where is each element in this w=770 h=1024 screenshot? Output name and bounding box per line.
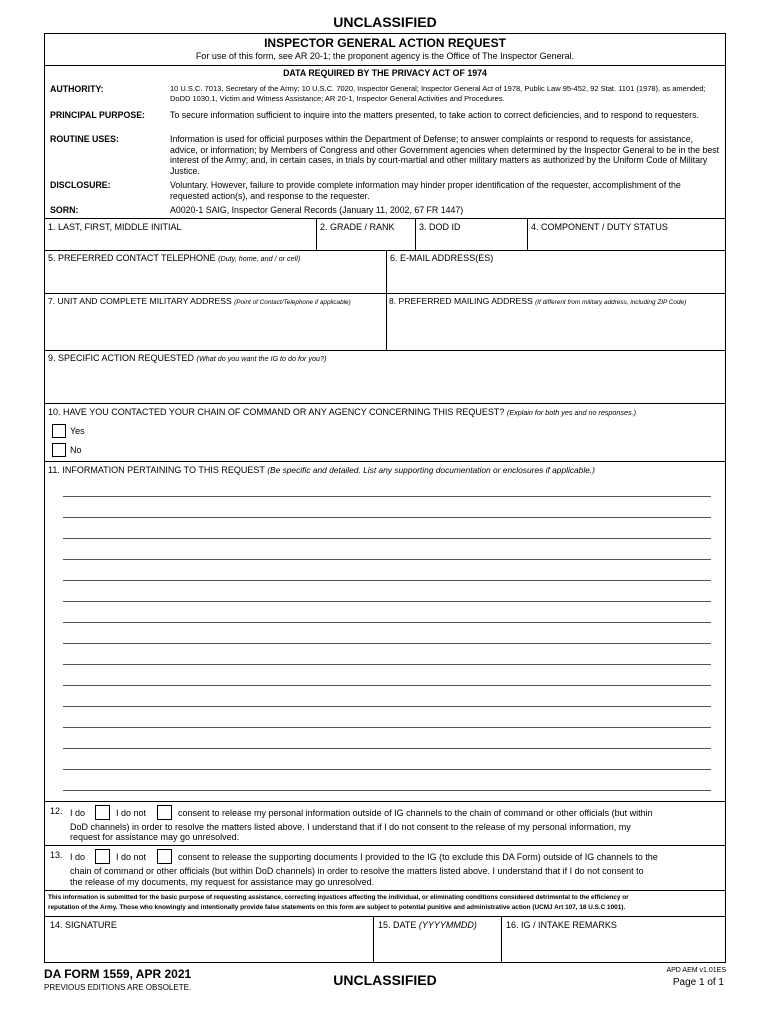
purpose-text: To secure information sufficient to inquire into the matters presented, to take action to correct deficiencies, and to respond to requesters. <box>170 110 699 120</box>
consent12-text-line1: consent to release my personal information outside of IG channels to the chain of command or other officials (but within <box>178 808 653 818</box>
consent13-ido-label: I do <box>70 852 86 862</box>
divider <box>316 218 317 250</box>
form-subtitle: For use of this form, see AR 20-1; the proponent agency is the Office of The Inspector General. <box>195 51 575 61</box>
divider <box>44 461 726 462</box>
yes-checkbox[interactable] <box>52 424 66 438</box>
divider <box>44 218 726 219</box>
writing-line <box>63 496 711 497</box>
writing-line <box>63 580 711 581</box>
field-unit-address-label: 7. UNIT AND COMPLETE MILITARY ADDRESS (Point of Contact/Telephone if applicable) <box>48 296 351 306</box>
consent13-idonot-checkbox[interactable] <box>157 849 172 864</box>
writing-line <box>63 664 711 665</box>
field-date-label: 15. DATE (YYYYMMDD) <box>378 920 477 930</box>
no-checkbox[interactable] <box>52 443 66 457</box>
remarks-input[interactable] <box>503 933 724 961</box>
consent13-text-line2: chain of command or other officials (but within DoD channels) in order to resolve the matters listed above. I understand that if I do not consent to <box>70 866 644 876</box>
privacy-heading: DATA REQUIRED BY THE PRIVACY ACT OF 1974 <box>283 68 487 78</box>
yes-label: Yes <box>70 426 85 436</box>
routine-text: Information is used for official purposes within the Department of Defense; to answer complaints or respond to requests for assistance, advice, or information; by Members of Congress and other Government agencies when determined by the Inspector General to be in the best interest of the Army; and, in certain cases, in trials by court-martial and other military matters as authorized by the Uniform Code of Military Justice. <box>170 134 720 176</box>
divider <box>373 916 374 963</box>
consent12-text-line2: DoD channels) in order to resolve the matters listed above. I understand that if I do not consent to the release of my personal information, my <box>70 822 631 832</box>
classification-top: UNCLASSIFIED <box>333 14 437 30</box>
consent13-ido-checkbox[interactable] <box>95 849 110 864</box>
phone-input[interactable] <box>47 266 384 292</box>
writing-line <box>63 559 711 560</box>
field-action-label: 9. SPECIFIC ACTION REQUESTED (What do you want the IG to do for you?) <box>48 353 327 363</box>
divider <box>44 801 726 802</box>
writing-line <box>63 790 711 791</box>
unit-address-input[interactable] <box>47 309 384 349</box>
classification-bottom: UNCLASSIFIED <box>333 972 437 988</box>
writing-line <box>63 622 711 623</box>
no-label: No <box>70 445 82 455</box>
writing-line <box>63 706 711 707</box>
divider <box>527 218 528 250</box>
writing-line <box>63 727 711 728</box>
consent13-text-line3: the release of my documents, my request for assistance may go unresolved. <box>70 877 375 887</box>
writing-line <box>63 517 711 518</box>
consent12-number: 12. <box>50 806 63 816</box>
field-email-label: 6. E-MAIL ADDRESS(ES) <box>390 253 494 263</box>
divider <box>44 65 726 66</box>
field-phone-label: 5. PREFERRED CONTACT TELEPHONE (Duty, home, and / or cell) <box>48 253 301 263</box>
form-id: DA FORM 1559, APR 2021 <box>44 967 192 981</box>
page-number: Page 1 of 1 <box>672 977 724 988</box>
notice-line2: reputation of the Army. Those who knowingly and intentionally provide false statements on this form are subject to potential punitive and administrative action (UCMJ Art 107, 18 U.S.C 1001). <box>48 903 626 911</box>
dodid-input[interactable] <box>417 234 525 249</box>
consent13-idonot-label: I do not <box>116 852 147 862</box>
divider <box>44 293 726 294</box>
divider <box>501 916 502 963</box>
sorn-text: A0020-1 SAIG, Inspector General Records (January 11, 2002, 67 FR 1447) <box>170 205 464 215</box>
mailing-address-input[interactable] <box>388 309 724 349</box>
divider <box>44 403 726 404</box>
divider <box>44 250 726 251</box>
writing-line <box>63 601 711 602</box>
field-grade-label: 2. GRADE / RANK <box>320 222 395 232</box>
consent12-idonot-checkbox[interactable] <box>157 805 172 820</box>
divider <box>415 218 416 250</box>
consent13-text-line1: consent to release the supporting documents I provided to the IG (to exclude this DA Form) outside of IG channels to the <box>178 852 658 862</box>
date-input[interactable] <box>375 933 499 961</box>
obsolete-notice: PREVIOUS EDITIONS ARE OBSOLETE. <box>44 983 192 992</box>
field-name-label: 1. LAST, FIRST, MIDDLE INITIAL <box>48 222 182 232</box>
divider <box>386 250 387 293</box>
routine-label: ROUTINE USES: <box>50 134 119 144</box>
signature-field[interactable] <box>47 933 371 961</box>
disclosure-label: DISCLOSURE: <box>50 180 111 190</box>
form-title: INSPECTOR GENERAL ACTION REQUEST <box>264 36 506 50</box>
name-input[interactable] <box>47 234 314 249</box>
disclosure-text: Voluntary. However, failure to provide complete information may hinder proper identification of the requester, accomplishment of the requested action(s), and response to the requester. <box>170 180 681 201</box>
consent12-text-line3: request for assistance may go unresolved. <box>70 832 240 842</box>
false-statement-notice <box>48 893 724 912</box>
notice-line1: This information is submitted for the basic purpose of requesting assistance, correcting injustices affecting the individual, or eliminating conditions considered detrimental to the efficiency or <box>48 894 629 901</box>
purpose-label: PRINCIPAL PURPOSE: <box>50 110 145 120</box>
email-input[interactable] <box>388 266 724 292</box>
divider <box>44 350 726 351</box>
field-mailing-address-label: 8. PREFERRED MAILING ADDRESS (If different from military address, including ZIP Code) <box>389 296 687 306</box>
divider <box>44 845 726 846</box>
writing-line <box>63 538 711 539</box>
writing-line <box>63 685 711 686</box>
consent12-ido-checkbox[interactable] <box>95 805 110 820</box>
authority-text: 10 U.S.C. 7013, Secretary of the Army; 10 U.S.C. 7020, Inspector General; Inspector General Act of 1978, Public Law 95-452, 92 Stat. 1101 (1978), as amended; DoDD 1030.1, Victim and Witness Assistance; AR 20-1, Inspector General Activities and Procedures. <box>170 84 706 103</box>
component-input[interactable] <box>529 234 724 249</box>
divider <box>44 890 726 891</box>
writing-line <box>63 643 711 644</box>
consent13-number: 13. <box>50 850 63 860</box>
divider <box>44 916 726 917</box>
authority-label: AUTHORITY: <box>50 84 104 94</box>
consent12-ido-label: I do <box>70 808 86 818</box>
field-component-label: 4. COMPONENT / DUTY STATUS <box>531 222 668 232</box>
writing-line <box>63 769 711 770</box>
field-dodid-label: 3. DOD ID <box>419 222 461 232</box>
divider <box>386 293 387 350</box>
action-input[interactable] <box>47 366 724 402</box>
information-textarea[interactable] <box>47 478 724 798</box>
grade-input[interactable] <box>318 234 413 249</box>
consent12-idonot-label: I do not <box>116 808 147 818</box>
field-info-label: 11. INFORMATION PERTAINING TO THIS REQUEST (Be specific and detailed. List any supporting documentation or enclosures if applicable.) <box>48 465 595 475</box>
field-signature-label: 14. SIGNATURE <box>50 920 117 930</box>
field-chain-label: 10. HAVE YOU CONTACTED YOUR CHAIN OF COMMAND OR ANY AGENCY CONCERNING THIS REQUEST? (Explain for both yes and no responses.) <box>48 407 636 417</box>
sorn-label: SORN: <box>50 205 79 215</box>
version-label: APD AEM v1.01ES <box>666 967 726 974</box>
field-remarks-label: 16. IG / INTAKE REMARKS <box>506 920 617 930</box>
writing-line <box>63 748 711 749</box>
